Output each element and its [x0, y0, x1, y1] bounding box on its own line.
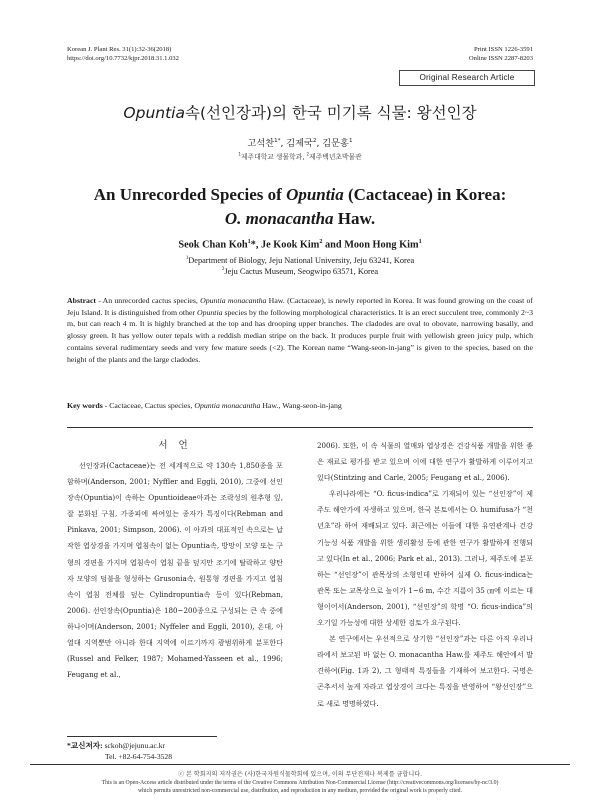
license-notice: This is an Open-Access article distributed under the terms of the Creative Commons Attribution Non-Commercial License (http://creativecommons.org/licenses/by-nc/3.0) which permits unrestricted non-commercial use, distribution, and reproduction in any medium, provided the original work is properly cited.: [101, 780, 499, 794]
english-affiliation-1: $^1$Department of Biology, Jeju National University, Jeju 63241, Korea: [185, 255, 415, 265]
running-header-right: [469, 45, 533, 63]
body-right-column: [317, 438, 533, 712]
title-genus: Opuntia: [123, 104, 185, 122]
english-affiliation-2: $^2$Jeju Cactus Museum, Seogwipo 63571, Korea: [221, 266, 379, 276]
correspondence-footnote: [67, 740, 172, 762]
korean-affiliations: $^1$제주대학교 생물학과, $^2$제주백년초박물관: [238, 151, 362, 161]
correspondence-label: *교신저자:: [67, 741, 103, 750]
intro-paragraph-2: 우리나라에는 “O. ficus-indica”로 기재되어 있는 “선인장”이 제주도 해안가에 자생하고 있으며, 한국 본토에서는 O. humifusa가 “천년초”라 하여 재배되고 있다. 최근에는 이들에 대한 유연관계나 건강 기능성 식품 개발을 위한 생리활성 등에 관한 연구가 활발하게 진행되고 있다(In et al., 2006; Park et al., 2013). 그러나, 제주도에 분포하는 “선인장”이 관목상의 소형인데 반하여 실제 O. ficus-indica는 관목 또는 교목상으로 높이가 1~6 m, 수간 지름이 35 ㎝에 이르는 대형이어서(Anderson, 2001), “선인장”의 학명 “O. ficus-indica”의 오기일 가능성에 대한 상세한 검토가 요구된다.: [317, 489, 533, 628]
english-authors: Seok Chan Koh$^1$*, Je Kook Kim$^2$ and Moon Hong Kim$^1$: [178, 238, 422, 251]
running-header-left: [67, 45, 179, 63]
article-type-badge: Original Research Article: [399, 70, 535, 86]
correspondence-email[interactable]: sckoh@jejunu.ac.kr: [104, 741, 166, 750]
abstract-label: Abstract: [67, 296, 97, 305]
correspondence-tel: Tel. +82-64-754-3528: [105, 752, 173, 761]
abstract: Abstract - An unrecorded cactus species, Opuntia monacantha Haw. (Cactaceae), is newly reported in Korea. It was found growing on the coast of Jeju Island. It is distinguished from other Opuntia species by the following morphological characteristics. It is an erect succulent tree, commonly 2~3 m, but can reach 4 m. It is highly branched at the top and has drooping upper branches. The cladodes are oval to obovate, narrowing basally, and glossy green. It has yellow outer tepals with a reddish median stripe on the back. It produces purple fruit with yellowish green juicy pulp, which contains several rudimentary seeds and very few mature seeds (<2). The Korean name “Wang-seon-in-jang” is given to the species, based on the height of the plants and the large cladodes.: [67, 296, 533, 364]
doi-link[interactable]: https://doi.org/10.7732/kjpr.2018.31.1.032: [67, 55, 179, 62]
section-divider: [67, 427, 533, 428]
online-issn: Online ISSN 2287-8203: [468, 55, 533, 62]
intro-paragraph-3: 본 연구에서는 우선적으로 상기한 “선인장”과는 다른 아직 우리나라에서 보고된 바 없는 O. monacantha Haw.를 제주도 해안에서 발견하여(Fig. 1과 2), 그 형태적 특징들을 기재하여 보고한다. 국명은 곤추서서 높게 자라고 엽상경이 크다는 특징을 반영하여 “왕선인장”으로 새로 명명하였다.: [317, 634, 533, 708]
korean-authors: 고석찬$^{1*}$, 김제국$^2$, 김문홍$^1$: [247, 137, 353, 149]
print-issn: Print ISSN 1226-3591: [474, 46, 533, 53]
keywords: Key words - Cactaceae, Cactus species, Opuntia monacantha Haw., Wang-seon-in-jang: [67, 401, 342, 410]
body-left-column: [67, 438, 283, 683]
footer-rule: [30, 764, 570, 765]
english-title: An Unrecorded Species of Opuntia (Cactaceae) in Korea: O. monacantha Haw.: [93, 185, 507, 228]
korean-title: Opuntia속(선인장과)의 한국 미기록 식물: 왕선인장: [123, 104, 477, 122]
intro-paragraph-1: 선인장과(Cactaceae)는 전 세계적으로 약 130속 1,850종을 포함하며(Anderson, 2001; Nyffler and Eggli, 2010), 그중에 선인장속(Opuntia)이 속하는 Opuntioideae아과는 조락성의 원추형 잎, 잘 분화된 구침, 가종피에 싸여있는 종자가 특징이다(Rebman and Pinkava, 2001; Simpson, 2006). 이 아과의 대표적인 속으로는 납작한 엽상경을 가지며 엽침속이 없는 Opuntia속, 방망이 모양 또는 구형의 경편을 가지며 엽침속이 엽침 끝을 덮지만 조기에 탈락하고 양탄자 모양의 덤불을 형성하는 Grusonia속, 원통형 경편을 가지고 엽침속이 엽침 전체를 덮는 Cylindropuntia속 등이 있다(Rebman, 2006). 선인장속(Opuntia)은 180~200종으로 구성되는 큰 속 중에 하나이며(Anderson, 2001; Nyffeler and Eggli, 2010), 온대, 아열대 지역뿐만 아니라 한대 지역에 이르기까지 광범위하게 분포한다(Russel and Felker, 1987; Mohamed-Yasseen et al., 1996; Feugang et al.,: [67, 461, 283, 680]
copyright-notice: ⓒ 본 학회지의 저작권은 (사)한국자원식물학회에 있으며, 이의 무단전재나 복제를 금합니다.: [177, 771, 423, 778]
intro-paragraph-1-cont: 2006). 또한, 이 속 식물의 열매와 엽상경은 건강식품 개발을 위한 좋은 재료로 평가를 받고 있으며 이에 대한 연구가 활발하게 이루어지고 있다(Stintzing and Carle, 2005; Feugang et al., 2006).: [317, 441, 533, 483]
keywords-label: Key words: [67, 401, 103, 410]
footnote-rule: [67, 736, 217, 737]
journal-citation: Korean J. Plant Res. 31(1):32-36(2018): [67, 46, 172, 53]
intro-heading: 서 언: [158, 440, 192, 451]
